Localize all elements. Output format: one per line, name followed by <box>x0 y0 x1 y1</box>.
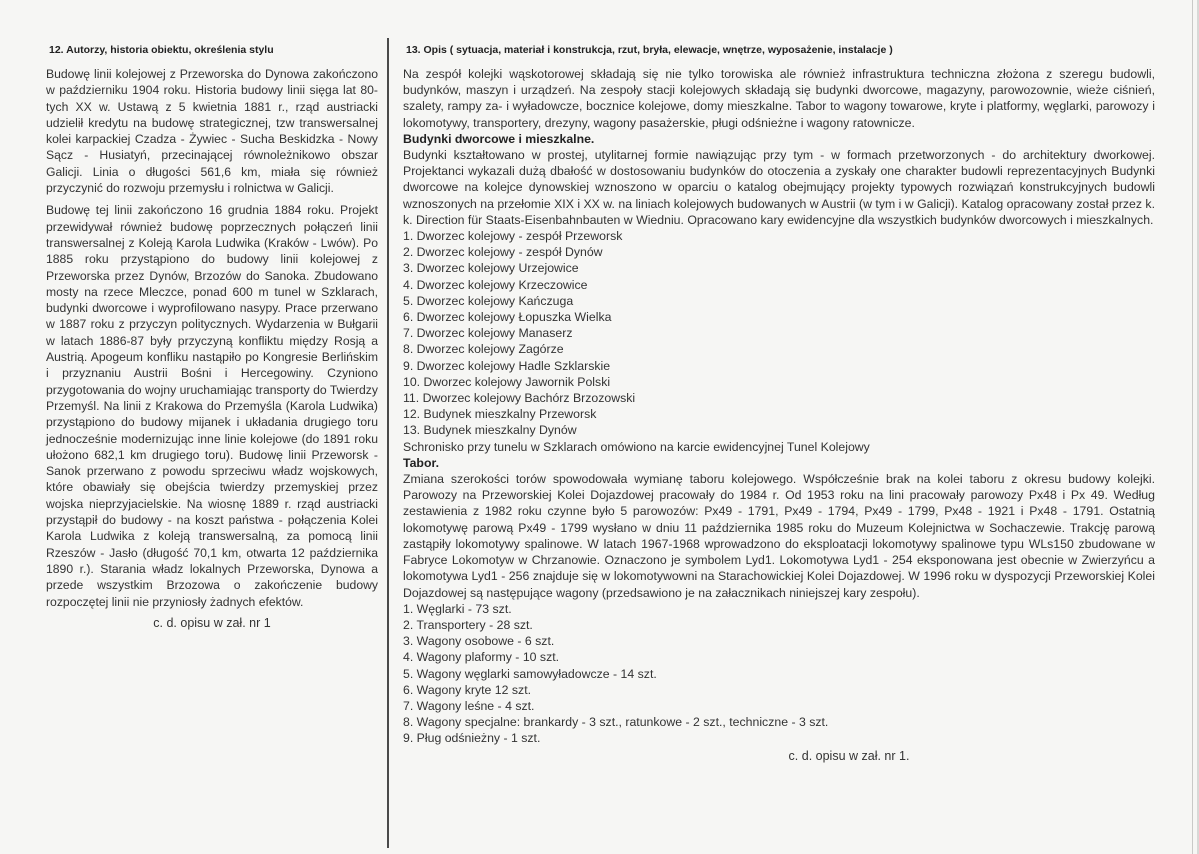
tunnel-note: Schronisko przy tunelu w Szklarach omówiono na karcie ewidencyjnej Tunel Kolejowy <box>403 439 870 454</box>
history-paragraph-1: Budowę linii kolejowej z Przeworska do Dynowa zakończono w październiku 1904 roku. Historia budowy linii sięga lat 80-tych XX w. Ustawą z 5 kwietnia 1881 r., rząd austriacki udzielił kredytu na budowę strategicznej, tzw transwersalnej kolei karpackiej Czadza - Żywiec - Sucha Beskidzka - Nowy Sącz - Husiatyń, przecinającej równoleżnikowo obszar Galicji. Linia o długości 561,6 km, miała się również przyczynić do rozwoju przemysłu i rolnictwa w Galicji. <box>46 67 378 196</box>
buildings-subheading: Budynki dworcowe i mieszkalne. <box>403 131 595 146</box>
buildings-list <box>403 228 1155 439</box>
list-item: 4. Dworzec kolejowy Krzeczowice <box>403 277 588 292</box>
list-item: 3. Dworzec kolejowy Urzejowice <box>403 261 579 276</box>
buildings-text: Budynki kształtowano w prostej, utylitarnej formie nawiązując przy tym - w formach przetworzonych - do architektury dworkowej. Projektanci wykazali dużą dbałość w dostosowaniu budynków do otoczenia a zyskały one charakter budowli reprezentacyjnych Budynki dworcowe na kolejce dynowskiej wznoszono w oparciu o katalog obejmujący projekty typowych rozwiązań konstrukcyjnych budowli wznoszonych na przełomie XIX i XX w. na liniach kolejowych budowanych w Austrii (w tym i w Galicji). Katalog opracowany został przez k. k. Direction für Staats-Eisenbahnbauten w Wiedniu. Opracowano kary ewidencyjne dla wszystkich budynków dworcowych i mieszkalnych. <box>403 148 1155 227</box>
wagons-list <box>403 601 1155 747</box>
list-item: 1. Dworzec kolejowy - zespół Przeworsk <box>403 229 623 244</box>
description-intro: Na zespół kolejki wąskotorowej składają się nie tylko torowiska ale również infrastruktura techniczna złożona z szeregu budowli, budynków, maszyn i urządzeń. Na zespoły stacji kolejowych składają się budynki dworcowe, magazyny, parowozownie, wieże ciśnień, szalety, rampy za- i wyładowcze, bocznice kolejowe, domy mieszkalne. Tabor to wagony towarowe, kryte i platformy, węglarki, parowozy i lokomotywy, transportery, drezyny, wagony pasażerskie, pługi odśnieżne i wagony ratownicze. <box>403 67 1155 130</box>
column-divider <box>387 38 389 848</box>
tabor-text: Zmiana szerokości torów spowodowała wymianę taboru kolejowego. Współcześnie brak na kolei taboru z okresu budowy kolejki. Parowozy na Przeworskiej Kolei Dojazdowej pracowały do 1984 r. Od 1953 roku na lini pracowały parowozy Px48 i Px 49. Według zestawienia z 1982 roku czynne było 5 parowozów: Px49 - 1791, Px49 - 1794, Px49 - 1799, Px48 - 1921 i Px48 - 1791. Ostatnią lokomotywę parową Px49 - 1799 wysłano w dniu 11 października 1985 roku do Muzeum Kolejnictwa w Sochaczewie. Trakcję parową zastąpiły lokomotywy spalinowe. W latach 1967-1968 wprowadzono do eksploatacji lokomotywy spalinowe typu WLs150 zbudowane w Fabryce Lokomotyw w Chrzanowie. Oznaczono je symbolem Lyd1. Lokomotywa Lyd1 - 254 eksponowana jest obecnie w Zwierzyńcu a lokomotywa Lyd1 - 256 znajduje się w lokomotywowni na Starachowickiej Kolei Dojazdowej. W 1996 roku w dyspozycji Przeworskiej Kolei Dojazdowej są następujące wagony (przedsawiono je na załacznikach niniejszej kary zespołu). <box>403 472 1155 600</box>
description-heading: 13. Opis ( sytuacja, materiał i konstrukcja, rzut, bryła, elewacje, wnętrze, wyposażenie, instalacje ) <box>406 44 893 56</box>
list-item: 7. Dworzec kolejowy Manaserz <box>403 326 573 341</box>
list-item: 9. Pług odśnieżny - 1 szt. <box>403 731 541 746</box>
list-item: 2. Dworzec kolejowy - zespół Dynów <box>403 245 603 260</box>
tabor-subheading: Tabor. <box>403 455 439 470</box>
description-column <box>403 44 1155 763</box>
history-paragraph-2: Budowę tej linii zakończono 16 grudnia 1884 roku. Projekt przewidywał również budowę poprzecznych połączeń linii transwersalnej z Koleją Karola Ludwika (Kraków - Lwów). Po 1885 roku przystąpiono do budowy linii kolejowej z Przeworska przez Dynów, Brzozów do Sanoka. Zbudowano mosty na rzece Mleczce, ponad 600 m tunel w Szklarach, budynki dworcowe i wyprofilowano nasypy. Prace przerwano w 1887 roku z przyczyn politycznych. Wydarzenia w Bułgarii w latach 1886-87 były przyczyną konfliktu między Rosją a Austrią. Apogeum konfliku nastąpiło po Kongresie Berlińskim i przyznaniu Austrii Bośni i Hercegowiny. Czyniono przygotowania do wojny uruchamiając transporty do Twierdzy Przemyśl. Na linii z Krakowa do Przemyśla (Karola Ludwika) przystąpiono do budowy mijanek i układania drugiego toru jednocześnie modernizując inne linie kolejowe (do 1891 roku ułożono 682,1 km drugiego toru). Budowę linii Przeworsk - Sanok przerwano z powodu sprzeciwu władz wojskowych, które obawiały się obejścia twierdzy przemyskiej przez wojska nieprzyjacielskie. Na wiosnę 1889 r. rząd austriacki przystąpił do budowy - na koszt państwa - połączenia Kolei Karola Ludwika z koleją transwersalną, za pomocą linii Rzeszów - Jasło (długość 70,1 km, otwarta 12 października 1890 r.). Starania władz lokalnych Przeworska, Dynowa a przede wszystkim Brzozowa o zakończenie budowy rozpoczętej linii nie przyniosły żadnych efektów. <box>46 203 378 609</box>
description-continuation-note: c. d. opisu w zał. nr 1. <box>788 748 910 763</box>
history-column <box>46 44 378 630</box>
list-item: 11. Dworzec kolejowy Bachórz Brzozowski <box>403 391 636 406</box>
list-item: 4. Wagony plaformy - 10 szt. <box>403 650 560 665</box>
list-item: 7. Wagony leśne - 4 szt. <box>403 698 535 713</box>
list-item: 6. Wagony kryte 12 szt. <box>403 682 532 697</box>
list-item: 12. Budynek mieszkalny Przeworsk <box>403 407 597 422</box>
list-item: 1. Węglarki - 73 szt. <box>403 601 512 616</box>
page-edge <box>1192 0 1193 854</box>
list-item: 8. Wagony specjalne: brankardy - 3 szt., ratunkowe - 2 szt., techniczne - 3 szt. <box>403 715 829 730</box>
list-item: 5. Dworzec kolejowy Kańczuga <box>403 293 574 308</box>
list-item: 5. Wagony węglarki samowyładowcze - 14 szt. <box>403 666 657 681</box>
list-item: 8. Dworzec kolejowy Zagórze <box>403 342 564 357</box>
list-item: 2. Transportery - 28 szt. <box>403 617 533 632</box>
list-item: 13. Budynek mieszkalny Dynów <box>403 423 577 438</box>
list-item: 6. Dworzec kolejowy Łopuszka Wielka <box>403 310 612 325</box>
history-heading: 12. Autorzy, historia obiektu, określenia stylu <box>49 44 274 56</box>
list-item: 3. Wagony osobowe - 6 szt. <box>403 634 555 649</box>
history-continuation-note: c. d. opisu w zał. nr 1 <box>153 615 271 630</box>
list-item: 10. Dworzec kolejowy Jawornik Polski <box>403 374 611 389</box>
list-item: 9. Dworzec kolejowy Hadle Szklarskie <box>403 358 611 373</box>
